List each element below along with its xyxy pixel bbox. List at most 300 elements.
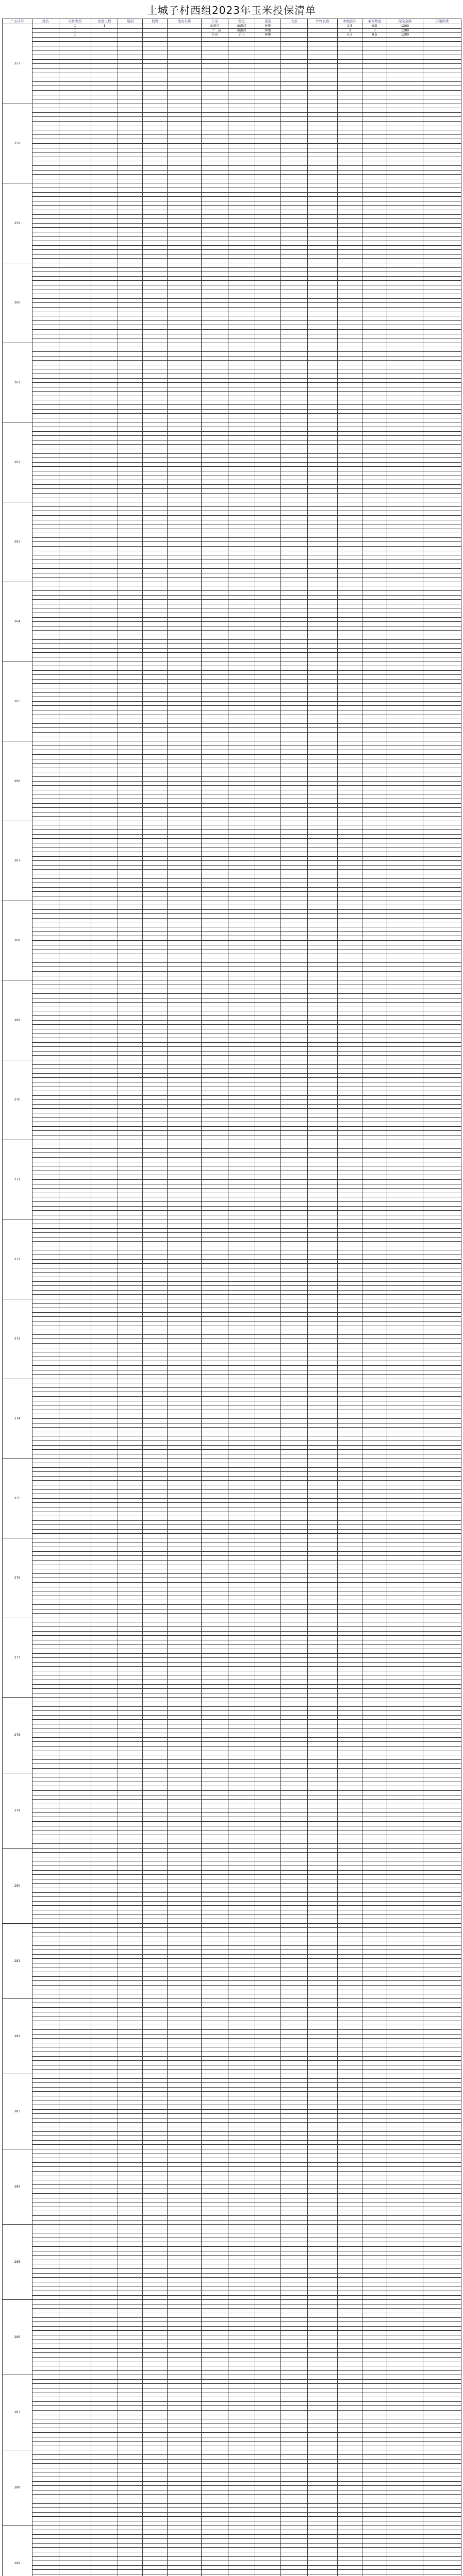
table-cell — [308, 24, 338, 29]
table-cell — [168, 86, 202, 91]
table-cell — [362, 157, 387, 161]
table-cell — [168, 1343, 202, 1348]
table-cell — [143, 723, 168, 728]
table-cell — [255, 994, 281, 998]
table-cell — [143, 799, 168, 803]
table-cell — [281, 338, 308, 343]
table-cell — [281, 976, 308, 980]
table-cell — [91, 122, 118, 126]
table-cell — [387, 675, 423, 680]
table-cell — [143, 1069, 168, 1074]
table-cell — [338, 644, 362, 649]
table-row — [3, 1144, 461, 1149]
table-cell — [362, 197, 387, 201]
table-cell — [308, 1153, 338, 1158]
table-cell — [387, 852, 423, 857]
table-cell — [228, 59, 255, 64]
table-cell — [338, 303, 362, 308]
table-cell — [91, 175, 118, 179]
table-cell — [362, 445, 387, 449]
table-cell — [308, 1375, 338, 1379]
table-cell — [281, 458, 308, 463]
table-cell — [281, 254, 308, 259]
table-cell — [32, 670, 59, 675]
table-cell — [338, 923, 362, 927]
table-cell — [143, 453, 168, 458]
table-cell — [143, 409, 168, 414]
table-cell — [168, 223, 202, 228]
table-row — [3, 1091, 461, 1096]
table-cell — [118, 298, 143, 303]
table-cell — [281, 1201, 308, 1206]
table-cell — [387, 560, 423, 564]
table-cell — [91, 1140, 118, 1144]
table-cell — [91, 1281, 118, 1286]
table-cell — [308, 719, 338, 724]
table-cell — [423, 245, 461, 250]
table-cell — [228, 409, 255, 414]
table-cell — [308, 148, 338, 152]
table-cell — [202, 134, 228, 139]
table-cell — [228, 201, 255, 206]
table-cell — [32, 263, 59, 268]
table-cell — [423, 329, 461, 334]
table-cell — [387, 1148, 423, 1153]
table-cell — [143, 529, 168, 533]
table-cell — [143, 506, 168, 511]
table-cell — [91, 112, 118, 117]
table-cell — [32, 914, 59, 919]
table-cell — [387, 644, 423, 649]
table-cell — [168, 356, 202, 361]
table-cell — [423, 843, 461, 848]
table-cell — [281, 1295, 308, 1299]
table-cell — [338, 210, 362, 214]
table-cell — [118, 1290, 143, 1295]
table-cell — [362, 1361, 387, 1366]
table-cell — [281, 175, 308, 179]
table-cell — [143, 754, 168, 759]
table-cell — [59, 635, 91, 639]
table-cell — [32, 520, 59, 524]
table-cell — [32, 936, 59, 941]
table-row — [3, 839, 461, 843]
table-cell — [59, 1082, 91, 1087]
table-cell — [32, 1122, 59, 1127]
table-cell — [423, 936, 461, 941]
table-cell — [118, 90, 143, 95]
table-cell — [281, 923, 308, 927]
table-cell — [281, 914, 308, 919]
table-cell — [143, 631, 168, 635]
table-cell — [228, 1339, 255, 1344]
table-cell — [168, 874, 202, 879]
table-cell — [118, 923, 143, 927]
table-cell — [281, 1016, 308, 1021]
table-cell — [202, 392, 228, 396]
table-cell — [32, 104, 59, 108]
table-cell — [168, 1299, 202, 1304]
table-cell — [387, 582, 423, 586]
table-cell — [143, 1153, 168, 1158]
table-cell — [143, 1025, 168, 1029]
table-cell — [362, 883, 387, 888]
table-cell — [202, 582, 228, 586]
table-cell — [228, 745, 255, 750]
table-cell — [362, 1370, 387, 1375]
table-cell — [59, 294, 91, 299]
table-cell — [91, 870, 118, 874]
table-cell — [423, 1326, 461, 1330]
table-cell — [338, 1020, 362, 1025]
table-cell — [143, 1321, 168, 1326]
table-cell — [338, 1206, 362, 1211]
table-cell — [338, 573, 362, 578]
table-cell — [338, 445, 362, 449]
table-cell — [228, 1117, 255, 1122]
table-cell — [59, 759, 91, 764]
table-cell — [168, 918, 202, 923]
table-cell — [143, 1250, 168, 1255]
table-row — [3, 409, 461, 414]
table-cell — [338, 1312, 362, 1317]
table-cell — [423, 848, 461, 852]
table-row — [3, 1277, 461, 1282]
table-cell — [59, 631, 91, 635]
table-cell — [168, 245, 202, 250]
table-cell — [202, 55, 228, 60]
table-cell — [338, 719, 362, 724]
table-cell — [91, 856, 118, 861]
table-cell — [362, 1211, 387, 1215]
table-cell — [32, 294, 59, 299]
table-row — [3, 1131, 461, 1136]
table-cell — [59, 1069, 91, 1074]
table-cell — [228, 405, 255, 410]
table-cell — [228, 1175, 255, 1180]
table-cell — [387, 1091, 423, 1096]
table-cell — [32, 42, 59, 46]
table-cell — [59, 1228, 91, 1233]
table-cell — [308, 506, 338, 511]
table-cell — [168, 1352, 202, 1357]
table-cell — [59, 1087, 91, 1091]
table-cell — [423, 639, 461, 644]
table-cell — [59, 715, 91, 719]
table-cell — [423, 1117, 461, 1122]
table-cell — [32, 1383, 59, 1388]
table-cell — [255, 1158, 281, 1162]
table-cell — [202, 1365, 228, 1370]
table-row — [3, 870, 461, 874]
table-cell — [32, 73, 59, 77]
table-cell — [202, 675, 228, 680]
table-cell — [281, 50, 308, 55]
table-cell — [338, 564, 362, 569]
table-cell — [308, 1056, 338, 1060]
table-cell — [32, 927, 59, 932]
table-cell — [202, 1317, 228, 1321]
table-cell — [32, 46, 59, 50]
table-cell — [32, 622, 59, 626]
table-row — [3, 303, 461, 308]
table-cell — [143, 1228, 168, 1233]
table-cell — [308, 1277, 338, 1282]
table-cell — [387, 817, 423, 821]
table-cell — [59, 392, 91, 396]
table-cell — [32, 223, 59, 228]
table-cell — [59, 653, 91, 657]
table-cell — [362, 1104, 387, 1109]
table-cell — [32, 648, 59, 653]
table-cell — [423, 73, 461, 77]
table-cell — [308, 706, 338, 710]
table-cell — [143, 1131, 168, 1136]
table-cell — [308, 648, 338, 653]
table-cell — [338, 157, 362, 161]
table-cell — [118, 294, 143, 299]
table-cell — [202, 1051, 228, 1056]
table-cell — [362, 308, 387, 312]
table-cell — [281, 392, 308, 396]
table-cell — [118, 1246, 143, 1250]
table-cell — [281, 1033, 308, 1038]
table-cell — [32, 361, 59, 365]
table-cell — [118, 821, 143, 825]
table-cell — [118, 998, 143, 1003]
table-cell — [308, 259, 338, 263]
table-cell — [255, 1242, 281, 1246]
table-cell — [202, 931, 228, 936]
table-cell — [308, 582, 338, 586]
table-cell — [118, 852, 143, 857]
table-cell — [202, 1277, 228, 1282]
table-cell — [228, 1357, 255, 1361]
table-cell — [338, 1290, 362, 1295]
table-cell — [168, 555, 202, 560]
table-cell — [143, 99, 168, 104]
table-cell — [423, 515, 461, 520]
table-cell — [91, 210, 118, 214]
table-cell — [32, 883, 59, 888]
table-cell — [281, 1025, 308, 1029]
table-cell — [362, 901, 387, 905]
table-cell — [362, 1295, 387, 1299]
table-cell — [202, 458, 228, 463]
table-cell — [228, 931, 255, 936]
table-cell — [202, 471, 228, 476]
table-cell — [308, 537, 338, 542]
table-cell — [91, 90, 118, 95]
table-row — [3, 586, 461, 591]
table-cell — [228, 794, 255, 799]
table-cell — [143, 564, 168, 569]
table-cell — [308, 37, 338, 42]
table-cell — [143, 351, 168, 356]
table-row — [3, 830, 461, 835]
table-cell — [423, 569, 461, 573]
table-cell — [228, 980, 255, 985]
table-cell — [255, 1033, 281, 1038]
table-cell — [387, 1326, 423, 1330]
table-row — [3, 1339, 461, 1344]
table-cell — [362, 272, 387, 277]
table-cell — [362, 241, 387, 246]
table-cell — [281, 46, 308, 50]
table-cell — [423, 232, 461, 236]
table-cell — [362, 219, 387, 224]
table-cell — [118, 1250, 143, 1255]
table-row — [3, 1007, 461, 1011]
table-cell — [338, 1179, 362, 1184]
table-cell — [59, 1007, 91, 1011]
table-cell — [423, 1392, 461, 1397]
column-header: 姓名 — [32, 19, 59, 24]
table-cell — [202, 228, 228, 232]
table-cell — [91, 1171, 118, 1175]
table-cell — [143, 834, 168, 839]
table-cell — [118, 188, 143, 192]
table-cell — [308, 1348, 338, 1352]
table-cell — [362, 551, 387, 555]
table-cell — [32, 1117, 59, 1122]
table-cell — [228, 1246, 255, 1250]
table-cell — [202, 73, 228, 77]
table-cell — [308, 1131, 338, 1136]
table-cell — [59, 338, 91, 343]
table-cell — [362, 1255, 387, 1260]
table-cell — [281, 1361, 308, 1366]
table-cell — [362, 1131, 387, 1136]
table-cell — [202, 108, 228, 113]
table-cell — [281, 870, 308, 874]
table-cell — [255, 878, 281, 883]
table-cell — [281, 985, 308, 989]
table-cell — [32, 723, 59, 728]
table-cell — [32, 480, 59, 485]
table-cell — [387, 1033, 423, 1038]
table-cell — [255, 148, 281, 152]
table-cell — [32, 303, 59, 308]
table-cell — [59, 37, 91, 42]
table-cell — [228, 1299, 255, 1304]
table-cell — [387, 617, 423, 622]
table-cell — [202, 1206, 228, 1211]
table-cell — [91, 1277, 118, 1282]
table-cell — [91, 954, 118, 958]
table-cell — [118, 161, 143, 166]
table-cell — [118, 931, 143, 936]
table-cell — [168, 1073, 202, 1078]
table-cell — [228, 50, 255, 55]
table-cell — [338, 586, 362, 591]
table-cell — [255, 940, 281, 945]
table-cell — [91, 356, 118, 361]
table-cell — [202, 940, 228, 945]
table-cell — [362, 316, 387, 321]
table-cell — [338, 1003, 362, 1007]
table-cell — [91, 476, 118, 480]
table-cell — [91, 64, 118, 69]
table-cell — [255, 794, 281, 799]
table-cell — [118, 157, 143, 161]
table-cell — [91, 46, 118, 50]
table-cell — [387, 653, 423, 657]
table-cell — [338, 418, 362, 422]
table-cell — [338, 865, 362, 870]
table-cell — [387, 276, 423, 281]
table-cell — [362, 914, 387, 919]
table-cell — [32, 719, 59, 724]
table-cell — [91, 1224, 118, 1228]
table-cell — [202, 1334, 228, 1339]
table-cell — [168, 542, 202, 547]
table-cell — [362, 741, 387, 746]
table-cell — [338, 122, 362, 126]
table-cell — [228, 1375, 255, 1379]
table-cell — [281, 1259, 308, 1264]
table-cell — [423, 86, 461, 91]
table-row — [3, 1361, 461, 1366]
table-cell — [228, 378, 255, 383]
table-cell — [32, 1056, 59, 1060]
table-cell — [202, 808, 228, 812]
table-cell — [202, 383, 228, 387]
table-cell — [202, 865, 228, 870]
table-cell — [91, 848, 118, 852]
table-cell — [387, 1131, 423, 1136]
table-cell — [91, 608, 118, 613]
table-cell — [362, 1003, 387, 1007]
table-cell — [308, 285, 338, 290]
table-cell — [255, 476, 281, 480]
table-cell — [202, 657, 228, 662]
table-cell — [202, 351, 228, 356]
table-cell — [338, 1100, 362, 1105]
table-row — [3, 139, 461, 144]
table-cell — [308, 741, 338, 746]
table-cell — [423, 892, 461, 896]
table-cell — [308, 547, 338, 551]
table-cell — [281, 1343, 308, 1348]
table-cell — [338, 1387, 362, 1392]
table-cell — [91, 99, 118, 104]
table-cell — [228, 431, 255, 436]
table-cell — [143, 1215, 168, 1219]
table-cell — [143, 130, 168, 135]
column-header: 种植面积 — [338, 19, 362, 24]
table-cell — [59, 1126, 91, 1131]
table-cell — [387, 436, 423, 440]
table-cell — [362, 905, 387, 910]
table-cell — [338, 578, 362, 582]
table-cell — [255, 170, 281, 175]
table-cell — [255, 976, 281, 980]
table-cell — [143, 356, 168, 361]
table-cell — [118, 1268, 143, 1273]
table-row — [3, 644, 461, 649]
table-cell — [32, 59, 59, 64]
table-cell — [202, 493, 228, 498]
table-cell — [118, 1047, 143, 1052]
table-cell — [255, 950, 281, 954]
table-cell — [59, 1273, 91, 1277]
table-row — [3, 759, 461, 764]
table-cell — [32, 259, 59, 263]
table-cell — [255, 316, 281, 321]
table-cell — [255, 1317, 281, 1321]
table-cell — [168, 1330, 202, 1335]
